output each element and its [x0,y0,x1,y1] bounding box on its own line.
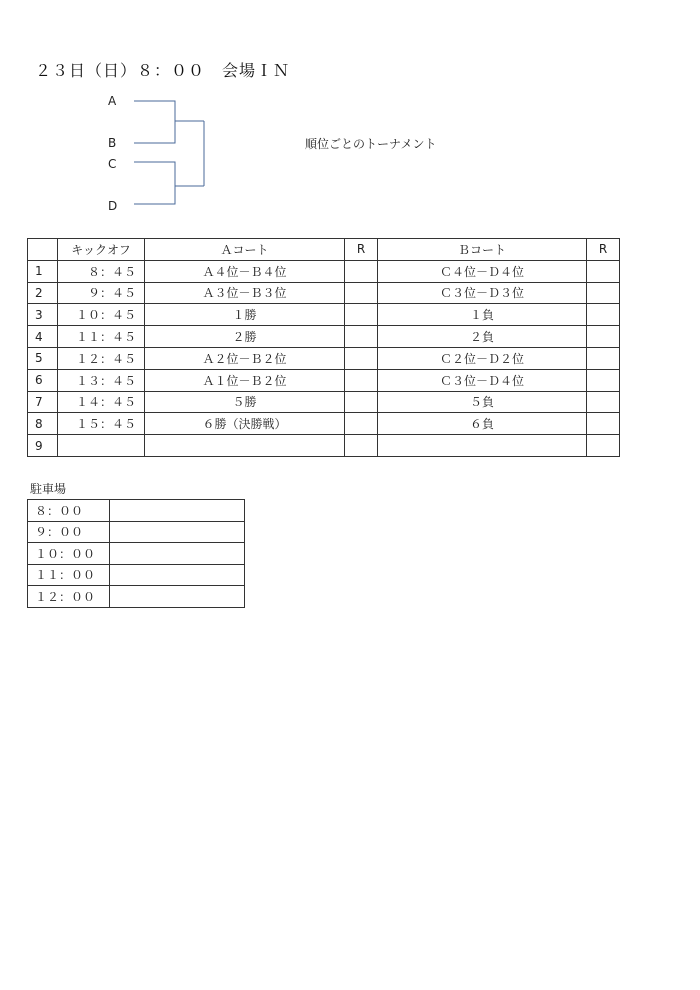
cell-b-court-match: Ｃ３位－Ｄ３位 [378,282,587,304]
cell-a-court-match: ６勝（決勝戦） [145,413,345,435]
cell-a-court-result [345,435,378,457]
cell-kickoff-time: ９：４５ [58,282,145,304]
cell-a-court-result [345,260,378,282]
parking-row [28,500,245,522]
cell-b-court-match: Ｃ２位－Ｄ２位 [378,347,587,369]
cell-a-court-match: Ａ２位－Ｂ２位 [145,347,345,369]
parking-time: １０：００ [28,543,110,565]
cell-a-court-match [145,435,345,457]
schedule-table [27,238,620,457]
parking-time: １２：００ [28,586,110,608]
cell-a-court-match: Ａ３位－Ｂ３位 [145,282,345,304]
cell-match-no: 3 [28,304,58,326]
parking-row [28,586,245,608]
tournament-bracket [0,0,700,230]
parking-row [28,543,245,565]
schedule-row [28,260,620,282]
cell-b-court-result [587,435,620,457]
cell-b-court-result [587,282,620,304]
schedule-header-row [28,239,620,261]
cell-kickoff-time: １１：４５ [58,326,145,348]
cell-a-court-match: ５勝 [145,391,345,413]
cell-match-no: 9 [28,435,58,457]
cell-match-no: 1 [28,260,58,282]
cell-b-court-result [587,347,620,369]
schedule-row [28,347,620,369]
cell-b-court-match: ６負 [378,413,587,435]
cell-match-no: 6 [28,369,58,391]
parking-row [28,564,245,586]
cell-b-court-result [587,413,620,435]
parking-title: 駐車場 [30,482,67,496]
bracket-team-c: C [108,157,117,171]
cell-a-court-result [345,347,378,369]
schedule-row [28,282,620,304]
parking-time: ９：００ [28,521,110,543]
schedule-row [28,435,620,457]
cell-b-court-result [587,326,620,348]
schedule-row [28,326,620,348]
parking-value [110,586,245,608]
cell-b-court-result [587,369,620,391]
header-a-court: Ａコート [145,239,345,261]
schedule-row [28,391,620,413]
cell-b-court-match: Ｃ４位－Ｄ４位 [378,260,587,282]
cell-a-court-match: １勝 [145,304,345,326]
schedule-row [28,369,620,391]
cell-match-no: 8 [28,413,58,435]
cell-kickoff-time: ８：４５ [58,260,145,282]
header-result-b: R [587,239,620,261]
parking-value [110,500,245,522]
cell-match-no: 5 [28,347,58,369]
header-result-a: R [345,239,378,261]
parking-value [110,521,245,543]
parking-time: ８：００ [28,500,110,522]
cell-kickoff-time: １３：４５ [58,369,145,391]
cell-b-court-match: Ｃ３位－Ｄ４位 [378,369,587,391]
parking-value [110,543,245,565]
schedule-row [28,413,620,435]
bracket-line-ab [134,101,175,143]
bracket-team-d: D [108,199,118,213]
bracket-team-a: A [108,94,117,108]
header-kickoff: キックオフ [58,239,145,261]
cell-kickoff-time: １４：４５ [58,391,145,413]
cell-match-no: 7 [28,391,58,413]
cell-a-court-match: Ａ４位－Ｂ４位 [145,260,345,282]
tournament-note: 順位ごとのトーナメント [305,137,437,151]
cell-kickoff-time: １２：４５ [58,347,145,369]
cell-a-court-match: Ａ１位－Ｂ２位 [145,369,345,391]
bracket-team-b: B [108,136,117,150]
cell-kickoff-time [58,435,145,457]
header-no [28,239,58,261]
cell-b-court-match: ２負 [378,326,587,348]
schedule-row [28,304,620,326]
cell-b-court-result [587,304,620,326]
cell-a-court-result [345,391,378,413]
cell-a-court-result [345,326,378,348]
cell-match-no: 2 [28,282,58,304]
cell-b-court-match: ５負 [378,391,587,413]
parking-table [27,499,245,608]
cell-kickoff-time: １５：４５ [58,413,145,435]
cell-kickoff-time: １０：４５ [58,304,145,326]
page-title: ２３日（日）８：００ 会場ＩＮ [35,61,291,80]
cell-b-court-match [378,435,587,457]
cell-a-court-result [345,413,378,435]
parking-value [110,564,245,586]
cell-b-court-result [587,391,620,413]
parking-time: １１：００ [28,564,110,586]
parking-row [28,521,245,543]
bracket-line-cd [134,162,175,204]
cell-b-court-result [587,260,620,282]
cell-a-court-match: ２勝 [145,326,345,348]
header-b-court: Ｂコート [378,239,587,261]
cell-a-court-result [345,282,378,304]
cell-a-court-result [345,304,378,326]
cell-match-no: 4 [28,326,58,348]
cell-a-court-result [345,369,378,391]
cell-b-court-match: １負 [378,304,587,326]
